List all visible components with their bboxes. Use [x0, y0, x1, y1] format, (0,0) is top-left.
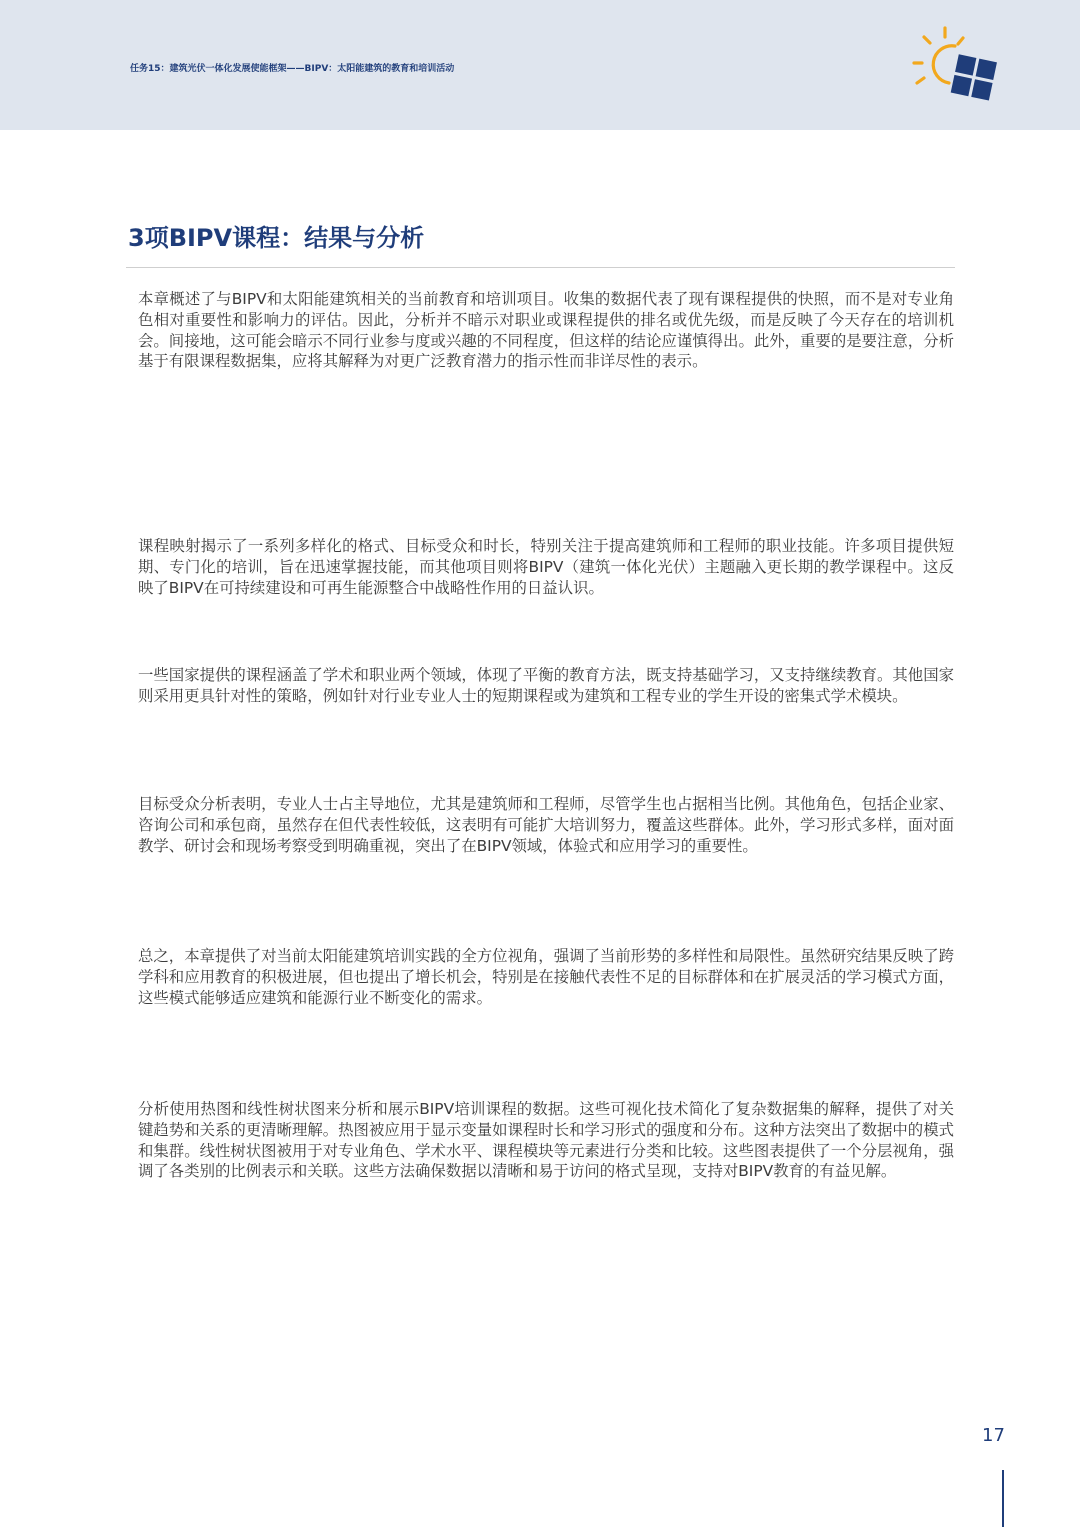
chapter-title: 3项BIPV课程：结果与分析 — [128, 224, 425, 252]
page-number: 17 — [982, 1425, 1005, 1446]
sun-solar-panel-logo-icon — [905, 26, 1005, 112]
page-number-rule — [1002, 1470, 1004, 1527]
paragraph-course-mapping: 课程映射揭示了一系列多样化的格式、目标受众和时长，特别关注于提高建筑师和工程师的职业技能。许多项目提供短期、专门化的培训，旨在迅速掌握技能，而其他项目则将BIPV（建筑一体化光伏）主题融入更长期的教学课程中。这反映了BIPV在可持续建设和可再生能源整合中战略性作用的日益认识。 — [138, 537, 954, 597]
paragraph-national-offerings: 一些国家提供的课程涵盖了学术和职业两个领域，体现了平衡的教育方法，既支持基础学习，又支持继续教育。其他国家则采用更具针对性的策略，例如针对行业专业人士的短期课程或为建筑和工程专业的学生开设的密集式学术模块。 — [138, 666, 954, 705]
title-divider — [126, 267, 955, 268]
paragraph-overview: 本章概述了与BIPV和太阳能建筑相关的当前教育和培训项目。收集的数据代表了现有课程提供的快照，而不是对专业角色相对重要性和影响力的评估。因此，分析并不暗示对职业或课程提供的排名或优先级，而是反映了今天存在的培训机会。间接地，这可能会暗示不同行业参与度或兴趣的不同程度，但这样的结论应谨慎得出。此外，重要的是要注意，分析基于有限课程数据集，应将其解释为对更广泛教育潜力的指示性而非详尽性的表示。 — [138, 290, 954, 371]
running-header: 任务15：建筑光伏一体化发展使能框架——BIPV：太阳能建筑的教育和培训活动 — [130, 64, 455, 74]
paragraph-target-audience: 目标受众分析表明，专业人士占主导地位，尤其是建筑师和工程师，尽管学生也占据相当比例。其他角色，包括企业家、咨询公司和承包商，虽然存在但代表性较低，这表明有可能扩大培训努力，覆盖这些群体。此外，学习形式多样，面对面教学、研讨会和现场考察受到明确重视，突出了在BIPV领域，体验式和应用学习的重要性。 — [138, 795, 954, 855]
paragraph-methodology: 分析使用热图和线性树状图来分析和展示BIPV培训课程的数据。这些可视化技术简化了复杂数据集的解释，提供了对关键趋势和关系的更清晰理解。热图被应用于显示变量如课程时长和学习形式的强度和分布。这种方法突出了数据中的模式和集群。线性树状图被用于对专业角色、学术水平、课程模块等元素进行分类和比较。这些图表提供了一个分层视角，强调了各类别的比例表示和关联。这些方法确保数据以清晰和易于访问的格式呈现，支持对BIPV教育的有益见解。 — [138, 1100, 954, 1181]
paragraph-conclusion: 总之，本章提供了对当前太阳能建筑培训实践的全方位视角，强调了当前形势的多样性和局限性。虽然研究结果反映了跨学科和应用教育的积极进展，但也提出了增长机会，特别是在接触代表性不足的目标群体和在扩展灵活的学习模式方面，这些模式能够适应建筑和能源行业不断变化的需求。 — [138, 947, 954, 1007]
